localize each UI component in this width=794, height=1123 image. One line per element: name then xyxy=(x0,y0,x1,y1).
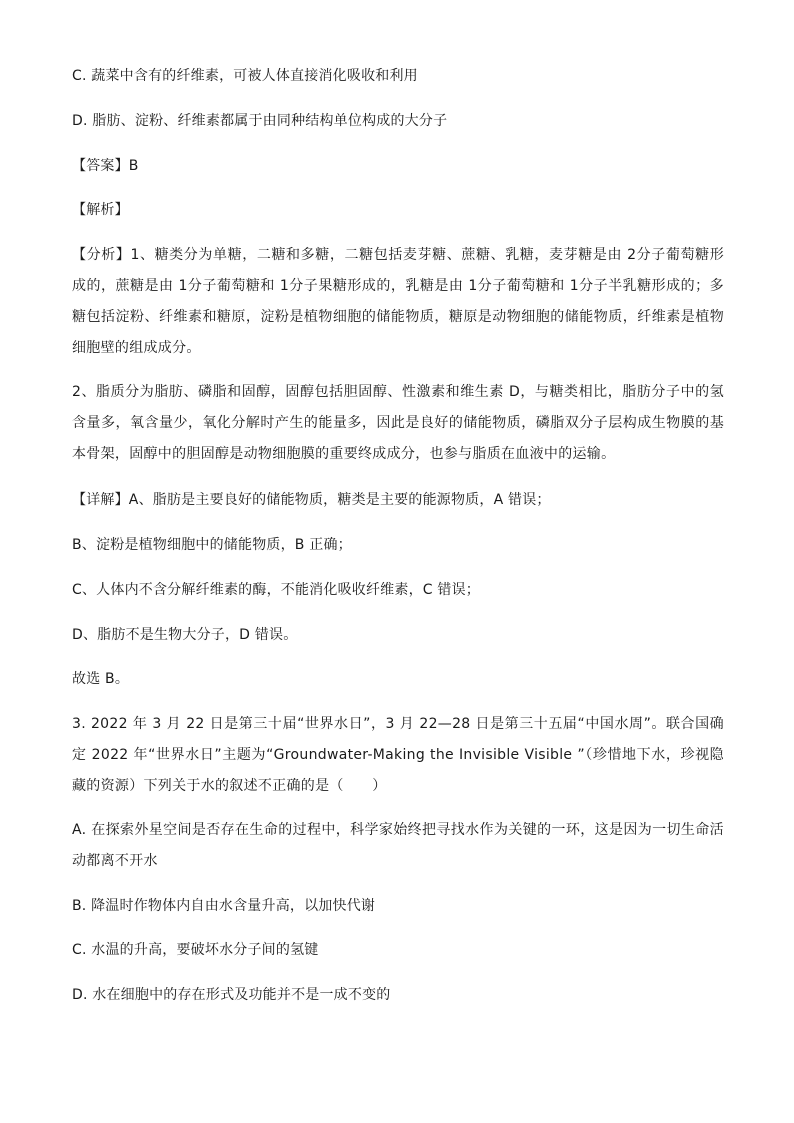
question-3-option-b: B. 降温时作物体内自由水含量升高，以加快代谢 xyxy=(72,898,376,914)
choose-answer: 故选 B。 xyxy=(72,671,130,687)
question-3-stem: 3. 2022 年 3 月 22 日是第三十届“世界水日”，3 月 22—28 日是第三十五届“中国水周”。联合国确定 2022 年“世界水日”主题为“Groundwater-Making the Invisible Visible ”（珍惜地下水，珍视隐藏的资源）下列关于水的叙述不正确的是（ ） xyxy=(72,716,724,794)
detail-d: D、脂肪不是生物大分子，D 错误。 xyxy=(72,627,298,643)
option-d-prev: D. 脂肪、淀粉、纤维素都属于由同种结构单位构成的大分子 xyxy=(72,113,448,129)
option-c-prev: C. 蔬菜中含有的纤维素，可被人体直接消化吸收和利用 xyxy=(72,68,418,84)
analysis-heading: 【解析】 xyxy=(72,202,129,218)
answer-label: 【答案】B xyxy=(72,158,139,174)
analysis-paragraph-2: 2、脂质分为脂肪、磷脂和固醇，固醇包括胆固醇、性激素和维生素 D，与糖类相比，脂肪分子中的氢含量多，氧含量少，氧化分解时产生的能量多，因此是良好的储能物质，磷脂双分子层构成生物膜的基本骨架，固醇中的胆固醇是动物细胞膜的重要终成成分，也参与脂质在血液中的运输。 xyxy=(72,384,724,462)
analysis-paragraph-1: 【分析】1、糖类分为单糖，二糖和多糖，二糖包括麦芽糖、蔗糖、乳糖，麦芽糖是由 2分子葡萄糖形成的，蔗糖是由 1分子葡萄糖和 1分子果糖形成的，乳糖是由 1分子葡萄糖和 1分子半乳糖形成的；多糖包括淀粉、纤维素和糖原，淀粉是植物细胞的储能物质，糖原是动物细胞的储能物质，纤维素是植物细胞壁的组成成分。 xyxy=(72,247,724,356)
question-3-option-a: A. 在探索外星空间是否存在生命的过程中，科学家始终把寻找水作为关键的一环，这是因为一切生命活动都离不开水 xyxy=(72,822,724,869)
question-3-option-d: D. 水在细胞中的存在形式及功能并不是一成不变的 xyxy=(72,987,391,1003)
question-3-option-c: C. 水温的升高，要破坏水分子间的氢键 xyxy=(72,942,319,958)
detail-b: B、淀粉是植物细胞中的储能物质，B 正确； xyxy=(72,537,352,553)
detail-a: 【详解】A、脂肪是主要良好的储能物质，糖类是主要的能源物质，A 错误； xyxy=(72,492,551,508)
detail-c: C、人体内不含分解纤维素的酶，不能消化吸收纤维素，C 错误； xyxy=(72,582,480,598)
